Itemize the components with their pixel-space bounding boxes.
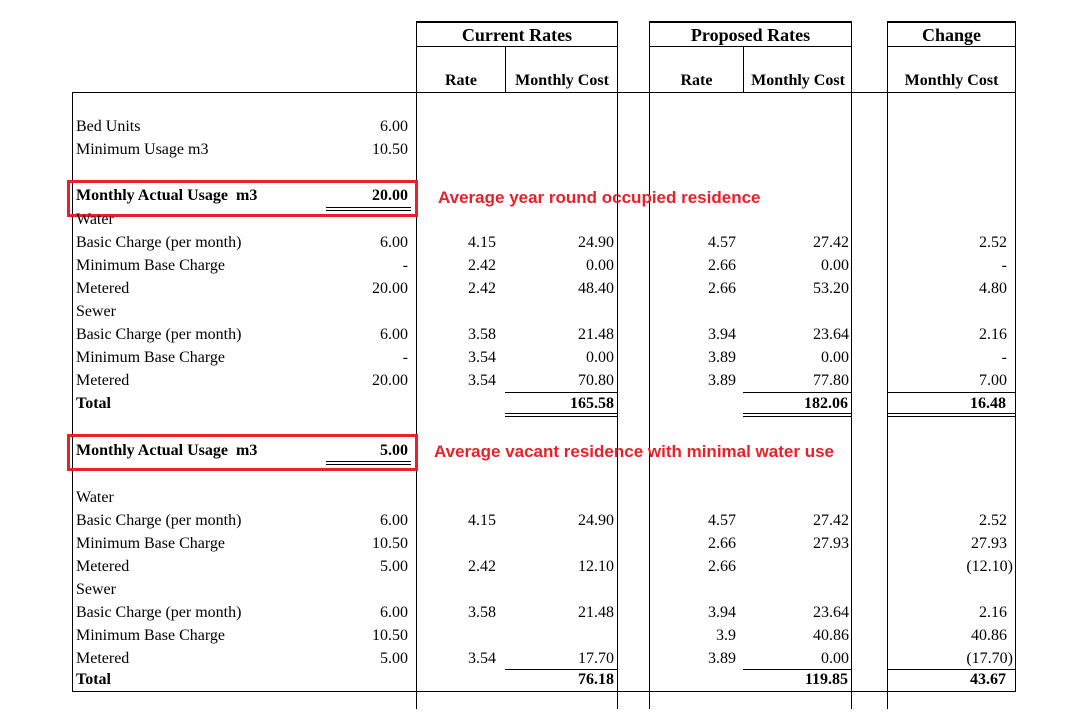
scenario2-total-label: Total — [76, 671, 111, 688]
row-quantity: - — [402, 257, 408, 274]
scenario2-total-current: 76.18 — [578, 671, 614, 688]
row-current-cost: 24.90 — [578, 512, 614, 529]
row-quantity: 5.00 — [380, 558, 408, 575]
row-label: Metered — [76, 650, 130, 667]
row-current-cost: 48.40 — [578, 280, 614, 297]
row-change: 2.16 — [979, 326, 1007, 343]
row-quantity: 10.50 — [372, 535, 408, 552]
scenario1-usage-label: Monthly Actual Usage m3 — [76, 187, 258, 204]
row-current-rate: 4.15 — [468, 234, 496, 251]
row-proposed-cost: 27.42 — [813, 512, 849, 529]
row-current-cost: 0.00 — [586, 349, 614, 366]
row-label: Minimum Base Charge — [76, 627, 226, 644]
scenario2-usage-label: Monthly Actual Usage m3 — [76, 442, 258, 459]
row-label: Basic Charge (per month) — [76, 512, 242, 529]
row-current-cost: 24.90 — [578, 234, 614, 251]
row-current-rate: 3.58 — [468, 604, 496, 621]
row-proposed-rate: 2.66 — [708, 535, 736, 552]
row-proposed-cost: 27.42 — [813, 234, 849, 251]
row-label: Sewer — [76, 581, 116, 598]
row-label: Basic Charge (per month) — [76, 326, 242, 343]
row-current-cost: 17.70 — [578, 650, 614, 667]
row-change: 2.16 — [979, 604, 1007, 621]
row-current-rate: 4.15 — [468, 512, 496, 529]
row-proposed-cost: 40.86 — [813, 627, 849, 644]
row-label: Water — [76, 489, 114, 506]
row-change: - — [1001, 257, 1007, 274]
row-label: Water — [76, 211, 114, 228]
row-current-cost: 21.48 — [578, 326, 614, 343]
row-current-rate: 2.42 — [468, 558, 496, 575]
row-current-rate: 2.42 — [468, 280, 496, 297]
row-proposed-cost: 23.64 — [813, 326, 849, 343]
row-proposed-rate: 4.57 — [708, 512, 736, 529]
row-quantity: - — [402, 349, 408, 366]
row-change: 2.52 — [979, 512, 1007, 529]
row-change: 40.86 — [971, 627, 1007, 644]
row-label: Minimum Base Charge — [76, 257, 226, 274]
scenario1-usage-value: 20.00 — [372, 187, 408, 204]
row-label: Minimum Base Charge — [76, 535, 226, 552]
subheader-current-monthly-cost: Monthly Cost — [515, 72, 609, 89]
row-current-rate: 2.42 — [468, 257, 496, 274]
subheader-proposed-rate: Rate — [680, 72, 713, 89]
row-proposed-cost: 53.20 — [813, 280, 849, 297]
subheader-proposed-monthly-cost: Monthly Cost — [751, 72, 845, 89]
row-change: 2.52 — [979, 234, 1007, 251]
row-proposed-cost: 27.93 — [813, 535, 849, 552]
scenario1-note: Average year round occupied residence — [438, 188, 761, 207]
scenario2-usage-value: 5.00 — [380, 442, 408, 459]
header-proposed-rates: Proposed Rates — [690, 25, 811, 45]
row-change: - — [1001, 349, 1007, 366]
row-proposed-rate: 2.66 — [708, 558, 736, 575]
row-quantity: 10.50 — [372, 627, 408, 644]
scenario1-total-label: Total — [76, 395, 111, 412]
minimum-usage-value: 10.50 — [372, 141, 408, 158]
row-label: Minimum Base Charge — [76, 349, 226, 366]
row-quantity: 20.00 — [372, 280, 408, 297]
row-proposed-rate: 3.94 — [708, 604, 736, 621]
row-quantity: 6.00 — [380, 604, 408, 621]
row-current-rate: 3.58 — [468, 326, 496, 343]
row-change: 7.00 — [979, 372, 1007, 389]
scenario2-total-proposed: 119.85 — [804, 671, 848, 688]
header-current-rates: Current Rates — [461, 25, 573, 45]
row-label: Metered — [76, 372, 130, 389]
row-proposed-cost: 77.80 — [813, 372, 849, 389]
row-proposed-cost: 0.00 — [821, 257, 849, 274]
row-proposed-rate: 2.66 — [708, 280, 736, 297]
row-proposed-cost: 23.64 — [813, 604, 849, 621]
bed-units-label: Bed Units — [76, 118, 141, 135]
row-proposed-rate: 3.94 — [708, 326, 736, 343]
row-proposed-rate: 2.66 — [708, 257, 736, 274]
row-change: 4.80 — [979, 280, 1007, 297]
row-proposed-rate: 3.9 — [716, 627, 736, 644]
row-quantity: 5.00 — [380, 650, 408, 667]
minimum-usage-label: Minimum Usage m3 — [76, 141, 209, 158]
row-change: (17.70) — [966, 650, 1013, 667]
row-label: Metered — [76, 558, 130, 575]
row-proposed-cost: 0.00 — [821, 349, 849, 366]
scenario1-total-change: 16.48 — [970, 395, 1006, 412]
row-current-cost: 0.00 — [586, 257, 614, 274]
row-change: (12.10) — [966, 558, 1013, 575]
scenario1-total-proposed: 182.06 — [804, 395, 848, 412]
row-quantity: 6.00 — [380, 512, 408, 529]
row-proposed-rate: 4.57 — [708, 234, 736, 251]
row-label: Basic Charge (per month) — [76, 234, 242, 251]
subheader-change-monthly-cost: Monthly Cost — [904, 72, 999, 89]
row-proposed-rate: 3.89 — [708, 349, 736, 366]
row-quantity: 20.00 — [372, 372, 408, 389]
scenario1-total-current: 165.58 — [570, 395, 614, 412]
row-proposed-cost: 0.00 — [821, 650, 849, 667]
row-current-cost: 70.80 — [578, 372, 614, 389]
scenario2-total-change: 43.67 — [970, 671, 1006, 688]
row-current-cost: 21.48 — [578, 604, 614, 621]
row-current-cost: 12.10 — [578, 558, 614, 575]
scenario2-note: Average vacant residence with minimal water use — [434, 442, 834, 461]
row-current-rate: 3.54 — [468, 349, 496, 366]
row-current-rate: 3.54 — [468, 650, 496, 667]
subheader-current-rate: Rate — [445, 72, 477, 89]
row-quantity: 6.00 — [380, 326, 408, 343]
row-label: Basic Charge (per month) — [76, 604, 242, 621]
bed-units-value: 6.00 — [380, 118, 408, 135]
header-change: Change — [921, 25, 981, 45]
row-label: Metered — [76, 280, 130, 297]
row-proposed-rate: 3.89 — [708, 650, 736, 667]
row-label: Sewer — [76, 303, 116, 320]
row-change: 27.93 — [971, 535, 1007, 552]
row-quantity: 6.00 — [380, 234, 408, 251]
row-current-rate: 3.54 — [468, 372, 496, 389]
row-proposed-rate: 3.89 — [708, 372, 736, 389]
